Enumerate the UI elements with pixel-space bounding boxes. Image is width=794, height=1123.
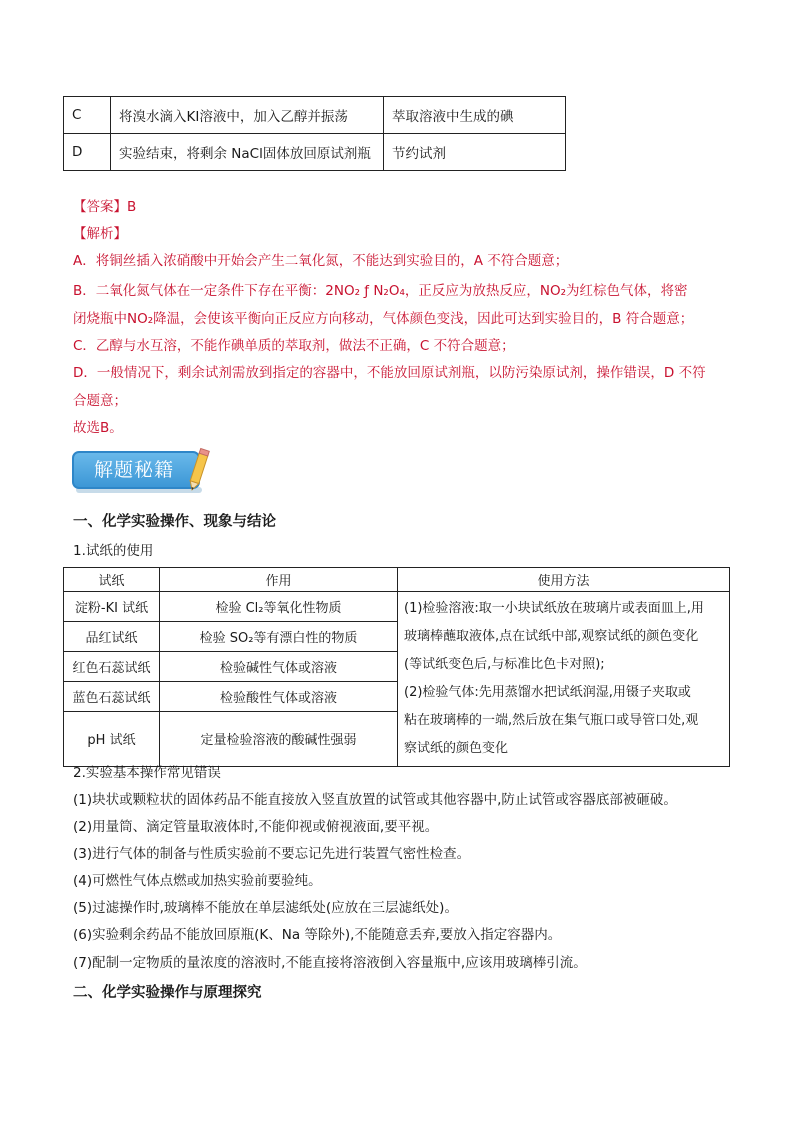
error-item: (7)配制一定物质的量浓度的溶液时,不能直接将溶液倒入容量瓶中,应该用玻璃棒引流。 bbox=[73, 955, 587, 971]
paper-use: 检验酸性气体或溶液 bbox=[160, 681, 398, 711]
method-line: 粘在玻璃棒的一端,然后放在集气瓶口或导管口处,观 bbox=[404, 713, 699, 728]
analysis-line: B．二氧化氮气体在一定条件下存在平衡：2NO₂ ƒ N₂O₄，正反应为放热反应，NO₂为红棕色气体，将密 bbox=[73, 283, 688, 299]
option-purpose: 萃取溶液中生成的碘 bbox=[384, 97, 566, 134]
option-purpose: 节约试剂 bbox=[384, 134, 566, 171]
paper-use: 检验碱性气体或溶液 bbox=[160, 651, 398, 681]
subsection-title: 1.试纸的使用 bbox=[73, 543, 154, 559]
option-operation: 将溴水滴入KI溶液中，加入乙醇并振荡 bbox=[111, 97, 384, 134]
method-line: (2)检验气体:先用蒸馏水把试纸润湿,用镊子夹取或 bbox=[404, 685, 691, 700]
table-row bbox=[64, 592, 730, 622]
banner-box bbox=[72, 451, 200, 489]
analysis-line: A．将铜丝插入浓硝酸中开始会产生二氧化氮，不能达到实验目的，A 不符合题意； bbox=[73, 253, 569, 269]
section-title: 二、化学实验操作与原理探究 bbox=[73, 985, 262, 1001]
paper-name: 蓝色石蕊试纸 bbox=[64, 681, 160, 711]
error-item: (1)块状或颗粒状的固体药品不能直接放入竖直放置的试管或其他容器中,防止试管或容器底部被砸破。 bbox=[73, 792, 677, 808]
paper-use: 检验 SO₂等有漂白性的物质 bbox=[160, 621, 398, 651]
analysis-label: 【解析】 bbox=[73, 226, 127, 242]
column-header: 使用方法 bbox=[398, 568, 730, 592]
analysis-line: D．一般情况下，剩余试剂需放到指定的容器中，不能放回原试剂瓶，以防污染原试剂，操作错误，D 不符 bbox=[73, 365, 706, 381]
pencil-icon bbox=[184, 447, 214, 493]
paper-name: 淀粉-KI 试纸 bbox=[64, 592, 160, 622]
options-table bbox=[63, 96, 566, 171]
paper-use: 定量检验溶液的酸碱性强弱 bbox=[160, 711, 398, 767]
paper-name: pH 试纸 bbox=[64, 711, 160, 767]
usage-method bbox=[398, 592, 730, 767]
paper-use: 检验 Cl₂等氧化性物质 bbox=[160, 592, 398, 622]
paper-name: 品红试纸 bbox=[64, 621, 160, 651]
analysis-line: 闭烧瓶中NO₂降温，会使该平衡向正反应方向移动，气体颜色变浅，因此可达到实验目的，B 符合题意； bbox=[73, 311, 694, 327]
table-header-row bbox=[64, 568, 730, 592]
paper-name: 红色石蕊试纸 bbox=[64, 651, 160, 681]
section-title: 一、化学实验操作、现象与结论 bbox=[73, 514, 276, 530]
error-item: (6)实验剩余药品不能放回原瓶(K、Na 等除外),不能随意丢弃,要放入指定容器内。 bbox=[73, 927, 562, 943]
error-item: (4)可燃性气体点燃或加热实验前要验纯。 bbox=[73, 873, 322, 889]
banner-text: 解题秘籍 bbox=[94, 459, 175, 481]
method-line: (1)检验溶液:取一小块试纸放在玻璃片或表面皿上,用 bbox=[404, 601, 704, 616]
option-label: C bbox=[64, 97, 111, 134]
column-header: 试纸 bbox=[64, 568, 160, 592]
option-operation: 实验结束，将剩余 NaCl固体放回原试剂瓶 bbox=[111, 134, 384, 171]
column-header: 作用 bbox=[160, 568, 398, 592]
analysis-line: C．乙醇与水互溶，不能作碘单质的萃取剂，做法不正确，C 不符合题意； bbox=[73, 338, 515, 354]
tips-banner bbox=[72, 447, 214, 493]
answer-label: 【答案】B bbox=[73, 199, 137, 215]
error-item: (3)进行气体的制备与性质实验前不要忘记先进行装置气密性检查。 bbox=[73, 846, 471, 862]
error-item: (2)用量筒、滴定管量取液体时,不能仰视或俯视液面,要平视。 bbox=[73, 819, 439, 835]
method-line: 玻璃棒蘸取液体,点在试纸中部,观察试纸的颜色变化 bbox=[404, 629, 699, 644]
analysis-line: 故选B。 bbox=[73, 420, 123, 436]
option-label: D bbox=[64, 134, 111, 171]
error-item: (5)过滤操作时,玻璃棒不能放在单层滤纸处(应放在三层滤纸处)。 bbox=[73, 900, 458, 916]
table-row bbox=[64, 97, 566, 134]
table-row bbox=[64, 134, 566, 171]
test-paper-table bbox=[63, 567, 730, 767]
method-line: (等试纸变色后,与标准比色卡对照); bbox=[404, 657, 605, 672]
subsection-title: 2.实验基本操作常见错误 bbox=[73, 765, 221, 781]
analysis-line: 合题意； bbox=[73, 393, 127, 409]
method-line: 察试纸的颜色变化 bbox=[404, 741, 509, 756]
